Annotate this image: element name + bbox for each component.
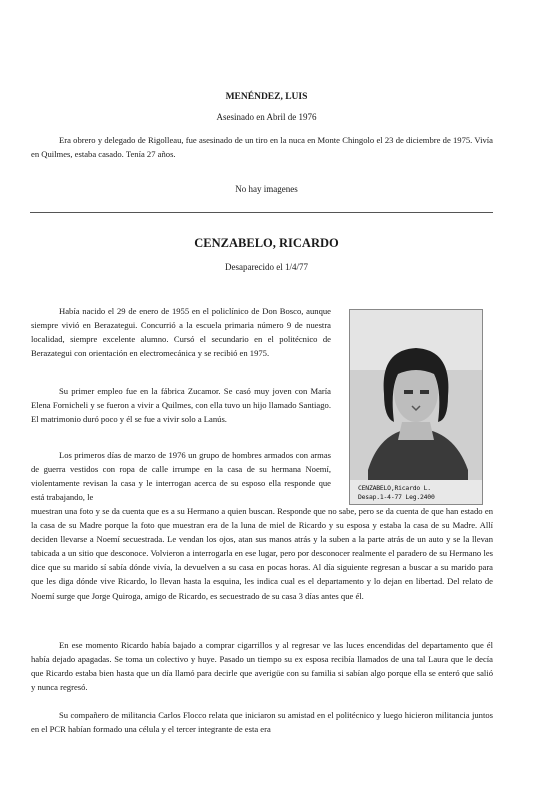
person-name-cenzabelo: CENZABELO, RICARDO [194,236,339,250]
status-cenzabelo: Desaparecido el 1/4/77 [225,262,308,272]
paragraph-abduction-continued: muestran una foto y se da cuenta que es a su Hermano a quien buscan. Responde que no sabe, pero se da cuenta de que han estado en la casa de su Madre porque la foto que muestran era de la luna de miel de Ricardo y su esposa y estaba la casa de su Madre. Allí deciden llevarse a Noemí secuestrada. Le vendan los ojos, atan sus manos atrás y la suben a la parte atrás de un auto y se la llevan tabicada a un sitio que desconoce. Volvieron a interrogarla en ese lugar, pero por desconocer realmente el paradero de su Hermano les dice que su marido sí sabía dónde vivía, la devuelven a su casa en pocas horas. Al día siguiente regresan a buscar a su marido para que les diga dónde vive Ricardo, lo llevan hasta la esquina, les indica cual es el departamento y lo dejan en libertad. Del relato de Noemí surge que Jorge Quiroga, amigo de Ricardo, es secuestrado de su casa 3 días antes que él. [31,506,493,601]
paragraph-militancy: Su compañero de militancia Carlos Flocco relata que iniciaron su amistad en el politécnico y luego hicieron militancia juntos en el PCR habían formado una célula y el tercer integrante de esta era [31,710,493,735]
paragraph-abduction-start: Los primeros días de marzo de 1976 un grupo de hombres armados con armas de guerra vestidos con ropa de calle irrumpe en la casa de su hermana Noemí, violentamente revisan la casa y le interrogan acerca de su esposo ella responde que está trabajando, le [31,450,331,503]
paragraph-early-life: Había nacido el 29 de enero de 1955 en el policlínico de Don Bosco, aunque siempre vivió en Berazategui. Concurrió a la escuela primaria número 9 de nuestra localidad, siempre excelente alumno. Cursó el secundario en el politécnico de Berazategui con orientación en electromecánica y se recibió en 1975. [31,306,331,359]
paragraph-employment: Su primer empleo fue en la fábrica Zucamor. Se casó muy joven con María Elena Fornicheli y se fueron a vivir a Quilmes, con ella tuvo un hijo llamado Santiago. El matrimonio duró poco y él se fue a vivir solo a Lanús. [31,386,331,425]
photo-caption-line-1: CENZABELO,Ricardo L. [358,484,431,492]
photo-caption-line-2: Desap.1-4-77 Leg.2400 [358,493,435,501]
portrait-image [350,310,482,504]
bio-menendez: Era obrero y delegado de Rigolleau, fue asesinado de un tiro en la nuca en Monte Chingolo el 23 de diciembre de 1975. Vivía en Quilmes, estaba casado. Tenía 27 años. [31,135,493,160]
portrait-photo [349,309,483,505]
no-images-note: No hay imagenes [235,184,298,194]
paragraph-escape: En ese momento Ricardo había bajado a comprar cigarrillos y al regresar ve las luces encendidas del departamento que él había dejado apagadas. Se toma un colectivo y huye. Pasado un tiempo su ex esposa recibía llamados de una tal Laura que le decía que Ricardo estaba bien hasta que un día llamó para decirle que averigüe con su familia si sabían algo porque ella se enteró que salió y nunca regresó. [31,640,493,693]
person-name-menendez: MENÉNDEZ, LUIS [225,92,308,102]
section-divider [30,212,493,213]
status-menendez: Asesinado en Abril de 1976 [216,112,317,122]
